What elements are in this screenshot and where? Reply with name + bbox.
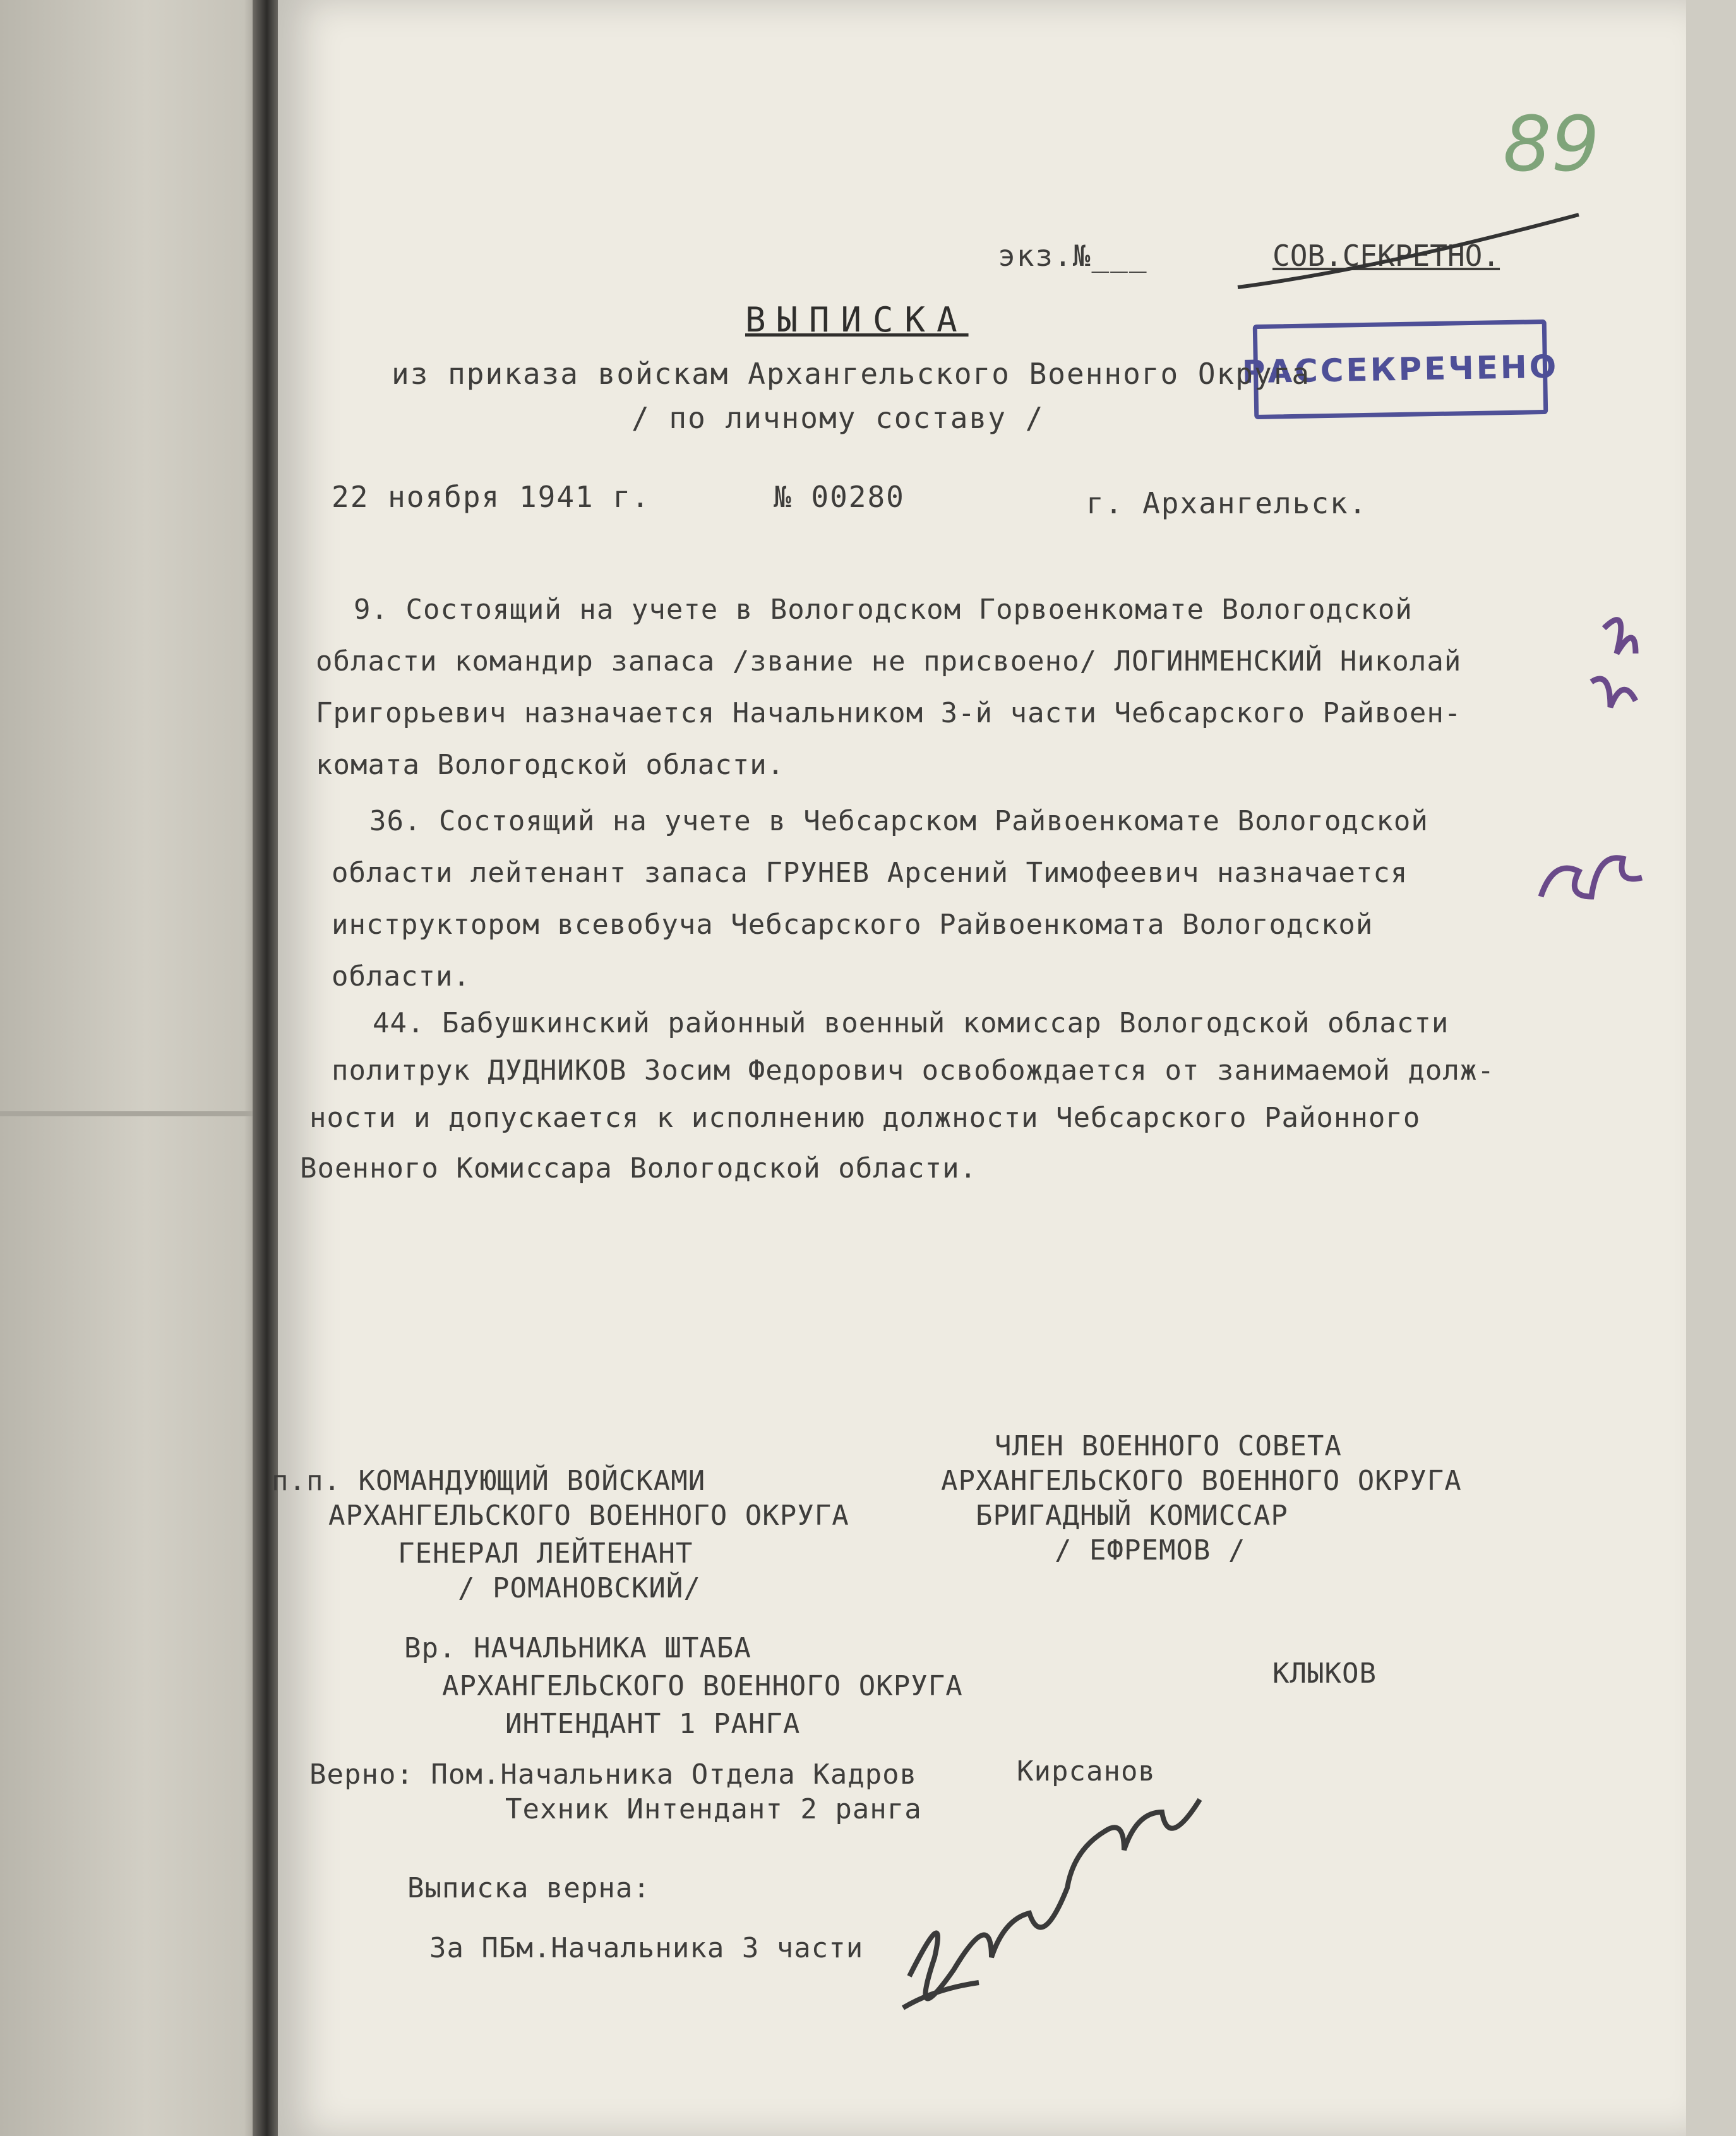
signature-line: ИНТЕНДАНТ 1 РАНГА — [505, 1708, 801, 1740]
signature-line: п.п. КОМАНДУЮЩИЙ ВОЙСКАМИ — [272, 1465, 706, 1497]
item-line: политрук ДУДНИКОВ Зосим Федорович освобождается от занимаемой долж- — [332, 1054, 1495, 1087]
verification-line: Верно: Пом.Начальника Отдела Кадров — [309, 1758, 918, 1791]
document-subtitle: из приказа войскам Архангельского Военного Округа — [392, 357, 1311, 391]
signature-line: БРИГАДНЫЙ КОМИССАР — [976, 1500, 1288, 1532]
page-fold — [0, 1111, 265, 1116]
item-line: 44. Бабушкинский районный военный комиссар Вологодской области — [373, 1007, 1449, 1039]
item-line: ности и допускается к исполнению должности Чебсарского Районного — [309, 1102, 1421, 1134]
signature-line: / РОМАНОВСКИЙ/ — [458, 1572, 701, 1604]
signature-line: АРХАНГЕЛЬСКОГО ВОЕННОГО ОКРУГА — [941, 1465, 1462, 1497]
item-line: области командир запаса /звание не присвоено/ ЛОГИНМЕНСКИЙ Николай — [316, 645, 1462, 677]
extract-correct-label: Выписка верна: — [407, 1872, 650, 1904]
extract-signer-role: За ПБм.Начальника 3 части — [429, 1932, 864, 1964]
signature-line: ГЕНЕРАЛ ЛЕЙТЕНАНТ — [398, 1537, 693, 1570]
signature-line: / ЕФРЕМОВ / — [1055, 1534, 1246, 1566]
page-edge — [1686, 0, 1736, 2136]
signature-line: ЧЛЕН ВОЕННОГО СОВЕТА — [995, 1430, 1342, 1462]
order-place: г. Архангельск. — [1086, 486, 1368, 520]
order-date: 22 ноября 1941 г. — [332, 480, 650, 514]
folio-number: 89 — [1503, 101, 1600, 189]
signature-line: АРХАНГЕЛЬСКОГО ВОЕННОГО ОКРУГА — [328, 1500, 849, 1532]
signature-line: АРХАНГЕЛЬСКОГО ВОЕННОГО ОКРУГА — [442, 1670, 963, 1702]
adjacent-page — [0, 0, 265, 2136]
classification-label: СОВ.СЕКРЕТНО. — [1272, 239, 1500, 273]
item-line: области лейтенант запаса ГРУНЕВ Арсений Тимофеевич назначается — [332, 857, 1408, 889]
document-subtitle-personnel: / по личному составу / — [632, 401, 1045, 435]
order-number: № 00280 — [774, 480, 905, 514]
copy-number-label: экз.№___ — [998, 239, 1148, 273]
item-line: области. — [332, 960, 470, 993]
signature-line: Вр. НАЧАЛЬНИКА ШТАБА — [404, 1632, 751, 1664]
item-line: 36. Состоящий на учете в Чебсарском Райвоенкомате Вологодской — [369, 805, 1428, 837]
document-title: ВЫПИСКА — [745, 300, 969, 340]
chief-name: КЛЫКОВ — [1272, 1657, 1377, 1690]
verifier-name: Кирсанов — [1017, 1755, 1156, 1787]
declassified-stamp: РАССЕКРЕЧЕНО — [1253, 319, 1548, 419]
item-line: Военного Комиссара Вологодской области. — [300, 1152, 978, 1184]
item-line: 9. Состоящий на учете в Вологодском Горвоенкомате Вологодской — [354, 594, 1413, 626]
item-line: комата Вологодской области. — [316, 749, 785, 781]
verification-line: Техник Интендант 2 ранга — [505, 1793, 922, 1825]
item-line: Григорьевич назначается Начальником 3-й части Чебсарского Райвоен- — [316, 697, 1462, 729]
item-line: инструктором всевобуча Чебсарского Райвоенкомата Вологодской — [332, 909, 1374, 941]
